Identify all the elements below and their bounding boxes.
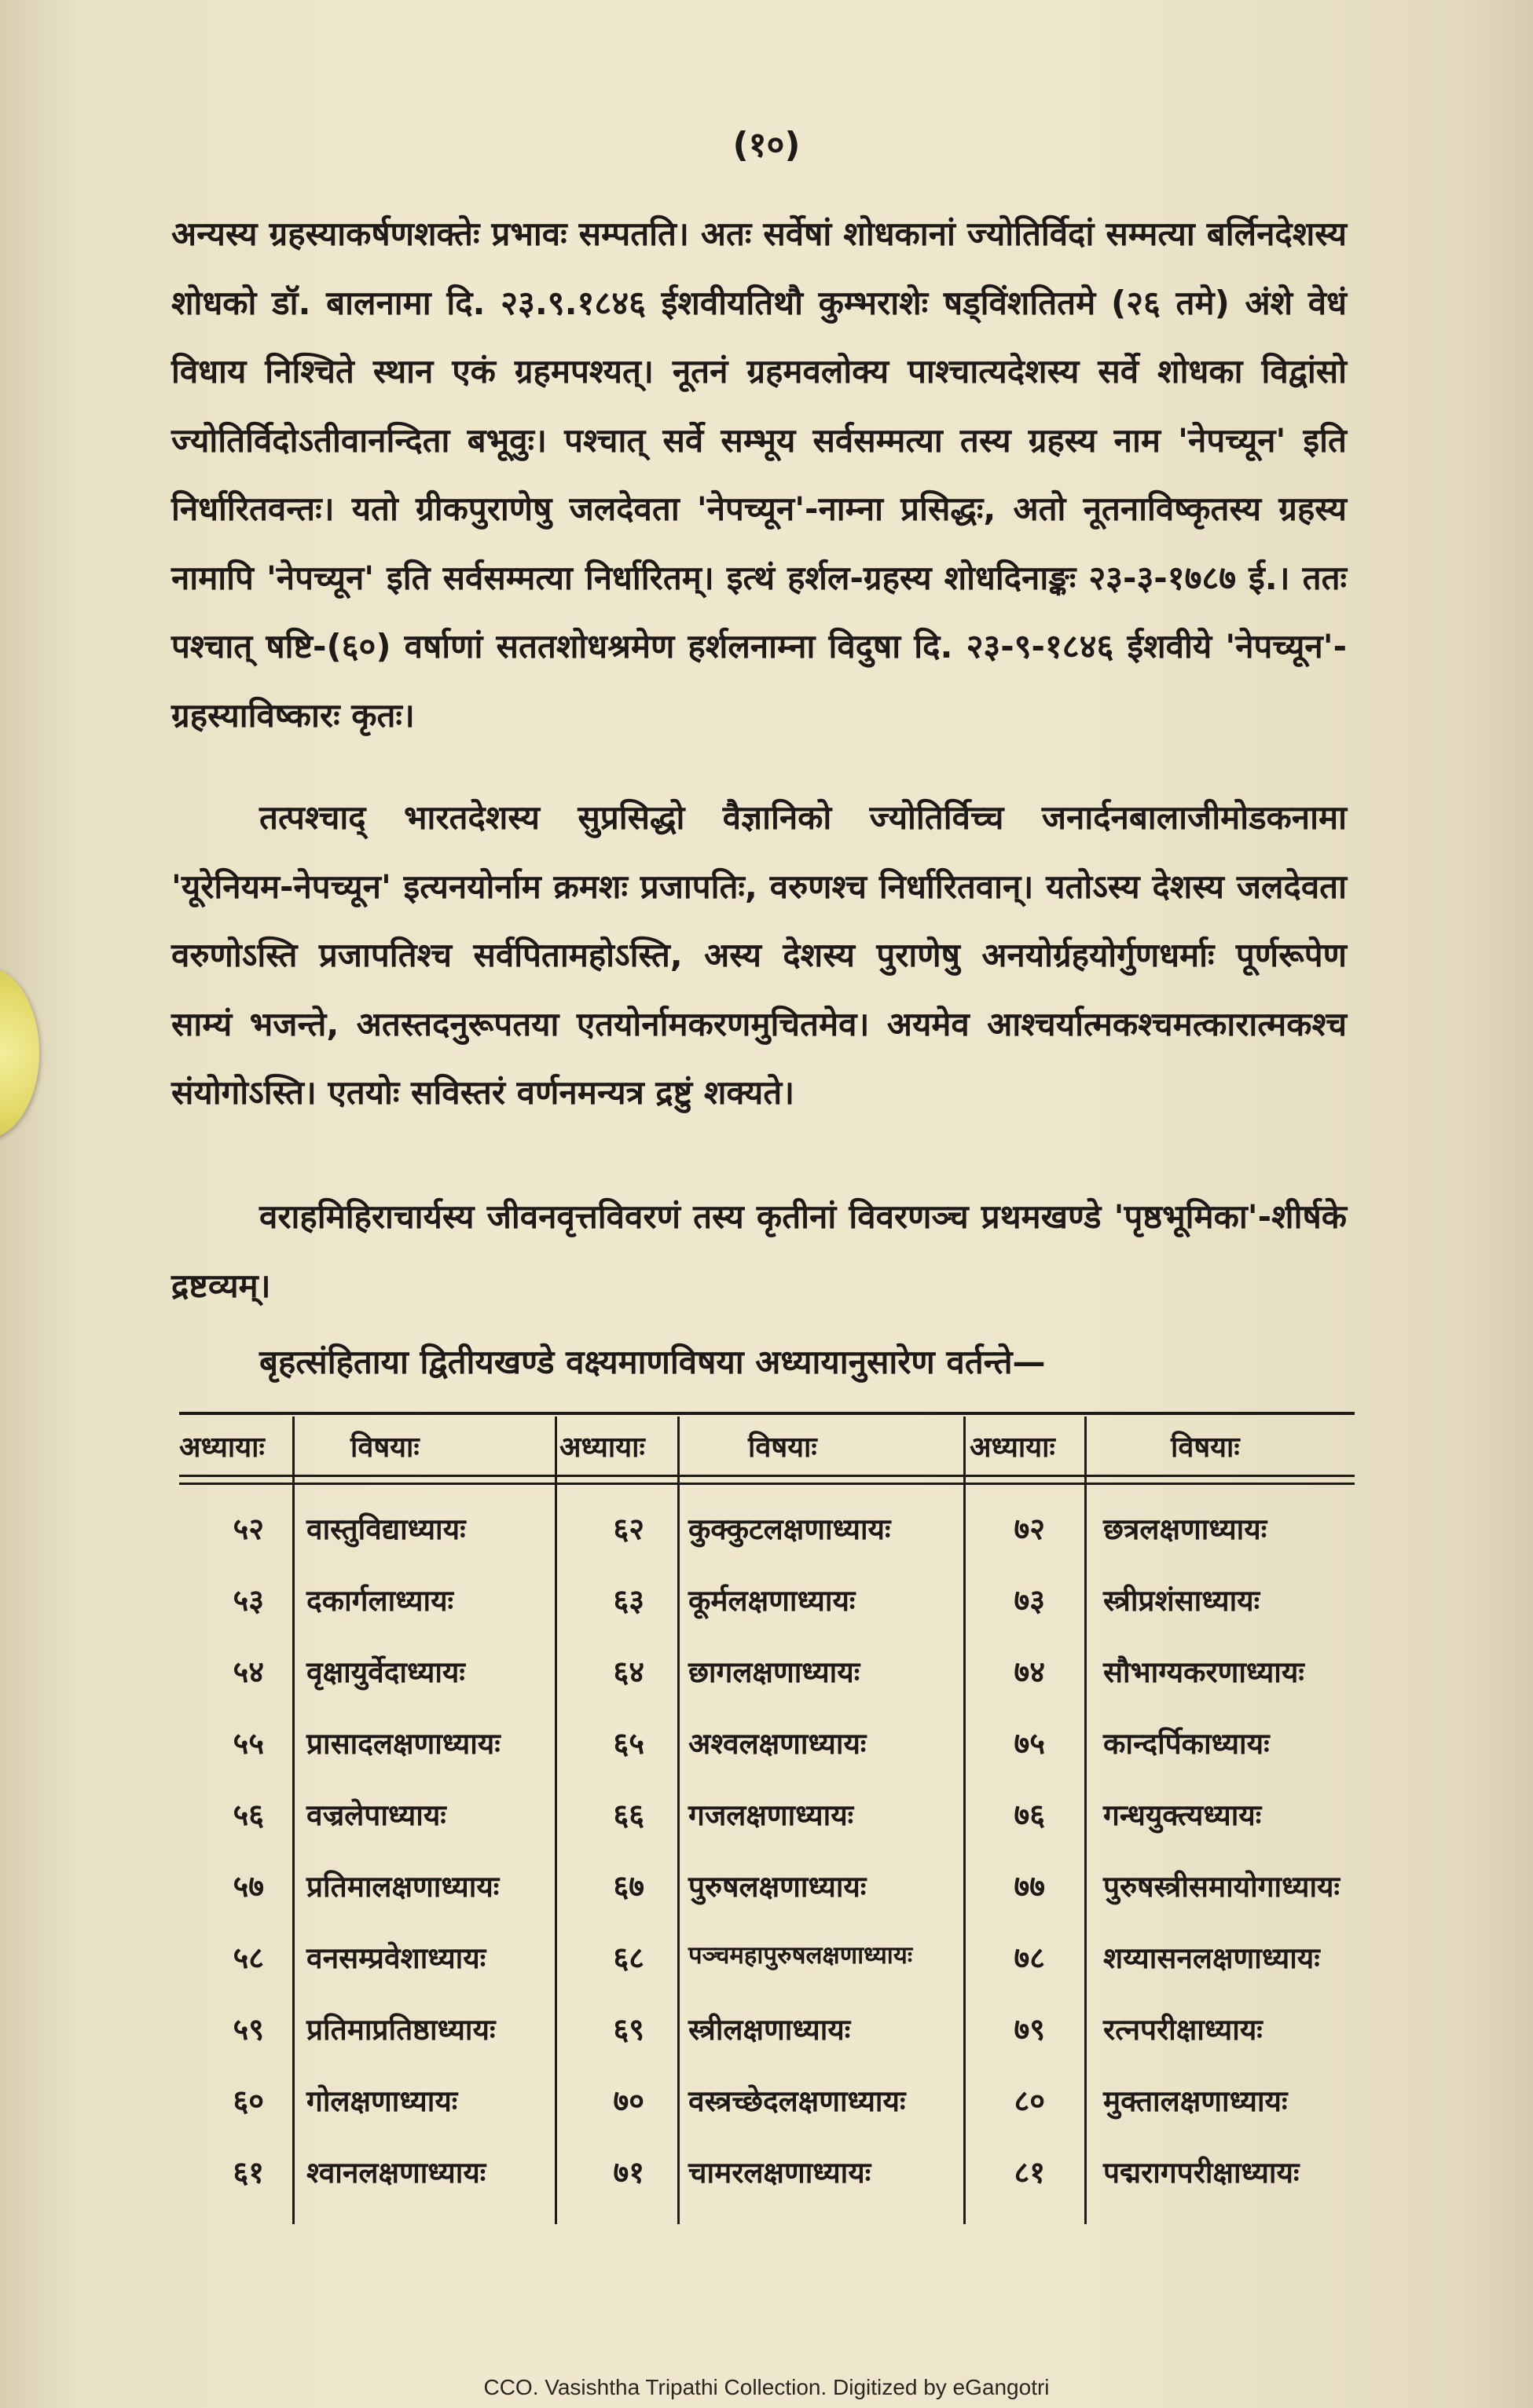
- table-top-rule: [179, 1412, 1355, 1415]
- chapter-subject: गजलक्षणाध्यायः: [688, 1798, 854, 1832]
- yellow-sticker: [0, 966, 39, 1139]
- chapter-number: ५२: [233, 1512, 264, 1546]
- chapter-number: ५७: [233, 1869, 264, 1904]
- chapter-number: ६४: [613, 1655, 644, 1689]
- chapter-number: ७६: [1014, 1798, 1045, 1832]
- table-header-rule-1: [179, 1475, 1355, 1477]
- chapter-subject: कान्दर्पिकाध्यायः: [1103, 1727, 1270, 1761]
- chapter-subject: कूर्मलक्षणाध्यायः: [688, 1584, 856, 1618]
- chapter-subject: स्त्रीलक्षणाध्यायः: [688, 2013, 851, 2047]
- chapter-subject: छागलक्षणाध्यायः: [688, 1655, 860, 1689]
- chapter-subject: पद्मरागपरीक्षाध्यायः: [1103, 2156, 1300, 2190]
- chapter-number: ७८: [1014, 1941, 1045, 1975]
- chapter-subject: वृक्षायुर्वेदाध्यायः: [306, 1655, 465, 1689]
- chapter-number: ५८: [233, 1941, 264, 1975]
- header-chapters-2: अध्यायाः: [559, 1431, 645, 1464]
- chapter-subject: गोलक्षणाध्यायः: [306, 2084, 458, 2118]
- chapter-number: ६२: [613, 1512, 644, 1546]
- header-subjects-3: विषयाः: [1171, 1431, 1240, 1464]
- chapter-subject: मुक्तालक्षणाध्यायः: [1103, 2084, 1288, 2118]
- chapter-number: ७५: [1014, 1726, 1045, 1761]
- chapter-number: ६५: [613, 1726, 644, 1761]
- chapter-subject: रत्नपरीक्षाध्यायः: [1103, 2013, 1263, 2047]
- chapter-number: ६७: [613, 1869, 644, 1904]
- chapter-number: ७९: [1014, 2012, 1045, 2047]
- chapter-number: ५३: [233, 1583, 264, 1618]
- table-intro: बृहत्संहिताया द्वितीयखण्डे वक्ष्यमाणविषया अध्यायानुसारेण वर्तन्ते—: [259, 1343, 1046, 1381]
- table-col-rule-5: [1084, 1417, 1087, 2224]
- chapter-subject: पञ्चमहापुरुषलक्षणाध्यायः: [688, 1941, 913, 1970]
- chapter-number: ५४: [233, 1655, 264, 1689]
- chapter-number: ६०: [233, 2084, 264, 2118]
- chapter-subject: वनसम्प्रवेशाध्यायः: [306, 1941, 486, 1975]
- chapter-number: ७७: [1014, 1869, 1045, 1904]
- table-col-rule-3: [677, 1417, 680, 2224]
- chapter-subject: छत्रलक्षणाध्यायः: [1103, 1512, 1267, 1546]
- chapter-subject: कुक्कुटलक्षणाध्यायः: [688, 1512, 891, 1546]
- chapter-subject: प्रतिमाप्रतिष्ठाध्यायः: [306, 2013, 496, 2047]
- chapter-number: ६३: [613, 1583, 644, 1618]
- chapter-subject: पुरुषस्त्रीसमायोगाध्यायः: [1103, 1870, 1340, 1904]
- chapter-subject: पुरुषलक्षणाध्यायः: [688, 1870, 867, 1904]
- chapter-number: ६८: [613, 1941, 644, 1975]
- paragraph-3: वराहमिहिराचार्यस्य जीवनवृत्तविवरणं तस्य कृतीनां विवरणञ्च प्रथमखण्डे 'पृष्ठभूमिका'-शीर्षके द्रष्टव्यम्।: [171, 1197, 1347, 1305]
- table-col-rule-4: [963, 1417, 966, 2224]
- table-col-rule-2: [555, 1417, 557, 2224]
- chapter-subject: शय्यासनलक्षणाध्यायः: [1103, 1941, 1320, 1975]
- chapter-number: ७२: [1014, 1512, 1045, 1546]
- chapter-subject: चामरलक्षणाध्यायः: [688, 2156, 871, 2190]
- chapter-subject: वस्त्रच्छेदलक्षणाध्यायः: [688, 2084, 906, 2118]
- chapter-subject: सौभाग्यकरणाध्यायः: [1103, 1655, 1304, 1689]
- page-number: (१०): [732, 125, 801, 165]
- chapter-subject: प्रतिमालक्षणाध्यायः: [306, 1870, 500, 1904]
- chapter-subject: वज्रलेपाध्यायः: [306, 1798, 446, 1832]
- table-col-rule-1: [292, 1417, 295, 2224]
- chapter-number: ७०: [613, 2084, 644, 2118]
- chapter-subject: श्वानलक्षणाध्यायः: [306, 2156, 486, 2190]
- chapter-number: ८१: [1014, 2155, 1045, 2190]
- header-subjects-2: विषयाः: [748, 1431, 817, 1464]
- chapter-number: ५९: [233, 2012, 264, 2047]
- chapter-subject: गन्धयुक्त्यध्यायः: [1103, 1798, 1262, 1832]
- header-chapters-1: अध्यायाः: [179, 1431, 265, 1464]
- paragraph-2: तत्पश्चाद् भारतदेशस्य सुप्रसिद्धो वैज्ञानिको ज्योतिर्विच्च जनार्दनबालाजीमोडकनामा 'यूरेनियम-नेपच्यून' इत्यनयोर्नाम क्रमशः प्रजापतिः, वरुणश्च निर्धारितवान्। यतोऽस्य देशस्य जलदेवता वरुणोऽस्ति प्रजापतिश्च सर्वपितामहोऽस्ति, अस्य देशस्य पुराणेषु अनयोर्ग्रहयोर्गुणधर्माः पूर्णरूपेण साम्यं भजन्ते, अतस्तदनुरूपतया एतयोर्नामकरणमुचितमेव। अयमेव आश्चर्यात्मकश्चमत्कारात्मकश्च संयोगोऽस्ति। एतयोः सविस्तरं वर्णनमन्यत्र द्रष्टुं शक्यते।: [171, 798, 1347, 1112]
- paragraph-1: अन्यस्य ग्रहस्याकर्षणशक्तेः प्रभावः सम्पतति। अतः सर्वेषां शोधकानां ज्योतिर्विदां सम्मत्या बर्लिनदेशस्य शोधको डॉ. बालनामा दि. २३.९.१८४६ ईशवीयतिथौ कुम्भराशेः षड्विंशतितमे (२६ तमे) अंशे वेधं विधाय निश्चिते स्थान एकं ग्रहमपश्यत्। नूतनं ग्रहमवलोक्य पाश्चात्यदेशस्य सर्वे शोधका विद्वांसो ज्योतिर्विदोऽतीवानन्दिता बभूवुः। पश्चात् सर्वे सम्भूय सर्वसम्मत्या तस्य ग्रहस्य नाम 'नेपच्यून' इति निर्धारितवन्तः। यतो ग्रीकपुराणेषु जलदेवता 'नेपच्यून'-नाम्ना प्रसिद्धः, अतो नूतनाविष्कृतस्य ग्रहस्य नामापि 'नेपच्यून' इति सर्वसम्मत्या निर्धारितम्। इत्थं हर्शल-ग्रहस्य शोधदिनाङ्कः २३-३-१७८७ ई.। ततः पश्चात् षष्टि-(६०) वर्षाणां सततशोधश्रमेण हर्शलनाम्ना विदुषा दि. २३-९-१८४६ ईशवीये 'नेपच्यून'-ग्रहस्याविष्कारः कृतः।: [171, 214, 1347, 735]
- chapter-number: ७१: [613, 2155, 644, 2190]
- digitization-credit: CCO. Vasishtha Tripathi Collection. Digitized by eGangotri: [483, 2375, 1050, 2399]
- chapter-subject: प्रासादलक्षणाध्यायः: [306, 1727, 501, 1761]
- chapter-number: ५५: [233, 1726, 264, 1761]
- chapter-number: ८०: [1014, 2084, 1045, 2118]
- chapter-subject: दकार्गलाध्यायः: [306, 1584, 454, 1618]
- chapter-number: ६१: [233, 2155, 264, 2190]
- header-chapters-3: अध्यायाः: [970, 1431, 1055, 1464]
- chapter-number: ५६: [233, 1798, 264, 1832]
- header-subjects-1: विषयाः: [350, 1431, 420, 1464]
- chapter-number: ७४: [1014, 1655, 1045, 1689]
- chapter-number: ६९: [613, 2012, 644, 2047]
- chapter-subject: स्त्रीप्रशंसाध्यायः: [1103, 1584, 1260, 1618]
- chapter-subject: वास्तुविद्याध्यायः: [306, 1512, 466, 1546]
- table-header-rule-2: [179, 1483, 1355, 1485]
- chapter-number: ७३: [1014, 1583, 1045, 1618]
- chapter-number: ६६: [613, 1798, 644, 1832]
- chapter-subject: अश्वलक्षणाध्यायः: [688, 1727, 867, 1761]
